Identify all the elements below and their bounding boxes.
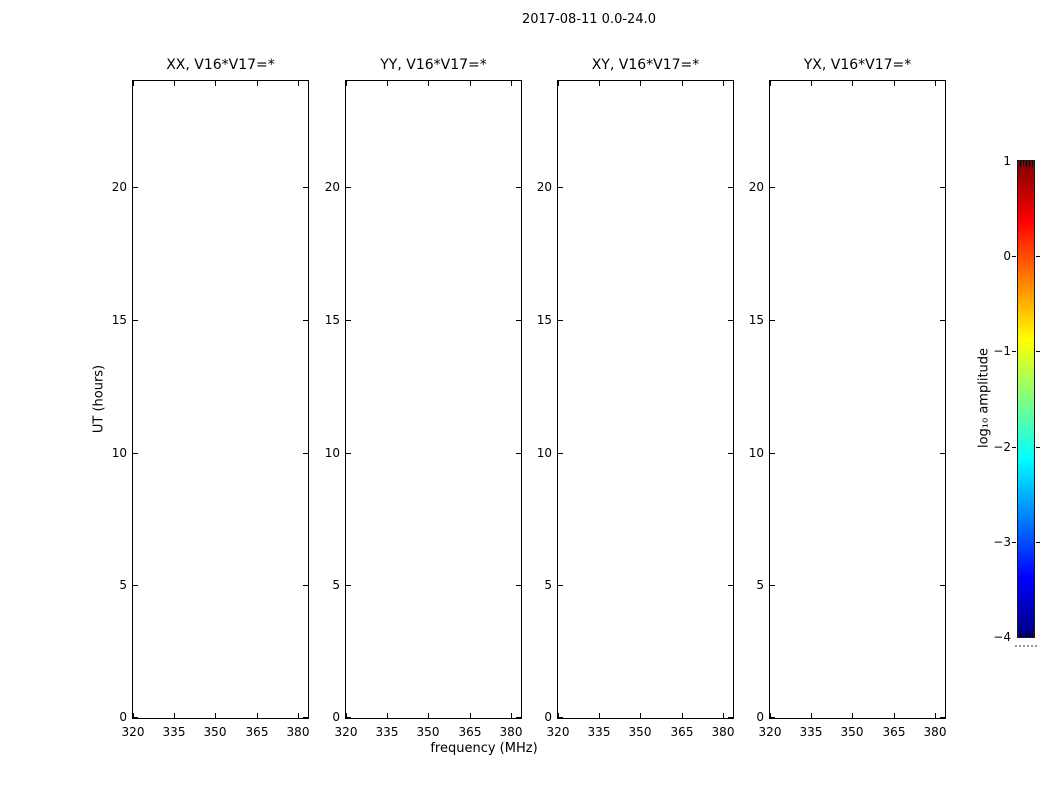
x-tick-mark-bottom [640,713,641,718]
y-tick-mark-left [133,585,138,586]
y-tick-label: 20 [748,180,764,194]
colorbar-tick-mark-right [1036,542,1040,543]
x-tick-label: 335 [587,725,611,739]
x-tick-mark-top [852,81,853,86]
colorbar-bottom-dots [1015,645,1037,647]
colorbar-tick-mark-left [1012,351,1016,352]
y-tick-label: 10 [324,446,340,460]
y-tick-mark-right [940,453,945,454]
x-tick-mark-bottom [174,713,175,718]
subplot-yy-title: YY, V16*V17=* [380,57,487,73]
x-tick-label: 365 [458,725,482,739]
y-tick-mark-left [558,717,563,718]
y-tick-label: 0 [756,710,764,724]
colorbar-top-comb-mark [1023,161,1024,167]
y-tick-mark-left [346,585,351,586]
x-tick-mark-bottom [723,713,724,718]
colorbar-tick-mark-left [1012,447,1016,448]
y-tick-label: 0 [119,710,127,724]
colorbar-bottom-comb-mark [1026,631,1027,637]
subplot-xy-title: XY, V16*V17=* [591,57,700,73]
y-tick-mark-left [558,453,563,454]
x-tick-label: 335 [375,725,399,739]
subplot-yx [748,57,947,739]
y-tick-label: 20 [324,180,340,194]
x-tick-mark-bottom [215,713,216,718]
x-tick-mark-top [428,81,429,86]
subplot-xy [536,57,735,739]
x-tick-mark-top [470,81,471,86]
y-tick-mark-right [940,585,945,586]
x-tick-label: 380 [499,725,523,739]
subplot-yy [324,57,523,739]
colorbar-top-comb-mark [1026,161,1027,167]
colorbar-tick-mark-left [1012,542,1016,543]
x-tick-mark-bottom [428,713,429,718]
x-tick-mark-top [935,81,936,86]
y-tick-mark-right [940,717,945,718]
y-tick-mark-left [133,320,138,321]
colorbar-tick-label: −4 [993,630,1011,644]
subplot-xx [111,57,310,739]
x-tick-mark-bottom [682,713,683,718]
y-axis-label: UT (hours) [91,364,107,434]
colorbar-tick-mark-right [1036,351,1040,352]
x-tick-mark-top [640,81,641,86]
x-tick-mark-bottom [894,713,895,718]
y-tick-mark-left [558,320,563,321]
x-tick-mark-top [215,81,216,86]
x-tick-mark-top [894,81,895,86]
y-tick-label: 0 [544,710,552,724]
y-tick-label: 0 [332,710,340,724]
x-tick-mark-bottom [257,713,258,718]
y-tick-label: 15 [111,313,127,327]
subplot-yx-title: YX, V16*V17=* [803,57,912,73]
x-tick-mark-top [133,81,134,86]
x-tick-label: 350 [840,725,864,739]
subplot-xx-title: XX, V16*V17=* [166,57,275,73]
y-tick-mark-left [133,453,138,454]
colorbar-gradient [1017,160,1035,638]
x-tick-label: 380 [923,725,947,739]
subplot-xy-plot-area [536,81,735,739]
colorbar-top-comb-mark [1020,161,1021,167]
y-tick-label: 15 [748,313,764,327]
y-tick-label: 15 [324,313,340,327]
x-tick-label: 320 [546,725,570,739]
x-tick-mark-top [346,81,347,86]
x-tick-mark-bottom [511,713,512,718]
x-tick-mark-top [599,81,600,86]
colorbar-bottom-comb-mark [1023,631,1024,637]
y-tick-mark-left [346,717,351,718]
colorbar-label: log₁₀ amplitude [976,347,992,449]
x-tick-mark-top [682,81,683,86]
x-tick-mark-top [174,81,175,86]
y-tick-mark-right [940,320,945,321]
x-tick-label: 365 [670,725,694,739]
x-tick-mark-bottom [852,713,853,718]
x-tick-mark-bottom [298,713,299,718]
colorbar [993,154,1035,644]
y-tick-mark-left [133,187,138,188]
y-tick-mark-left [346,453,351,454]
x-tick-mark-top [811,81,812,86]
y-tick-label: 10 [536,446,552,460]
colorbar-tick-label: −2 [993,440,1011,454]
x-tick-mark-bottom [811,713,812,718]
y-tick-label: 20 [111,180,127,194]
x-tick-mark-top [257,81,258,86]
x-tick-mark-top [511,81,512,86]
colorbar-tick-mark-right [1036,256,1040,257]
x-tick-label: 335 [799,725,823,739]
y-tick-label: 5 [119,578,127,592]
colorbar-top-comb-mark [1029,161,1030,167]
colorbar-bottom-comb-mark [1029,631,1030,637]
colorbar-top-comb-mark [1032,161,1033,167]
x-tick-label: 380 [286,725,310,739]
x-tick-label: 320 [121,725,145,739]
x-tick-mark-bottom [387,713,388,718]
y-tick-mark-left [346,320,351,321]
x-tick-label: 335 [162,725,186,739]
x-tick-label: 320 [334,725,358,739]
x-tick-label: 365 [882,725,906,739]
y-tick-mark-left [558,585,563,586]
y-tick-mark-left [346,187,351,188]
y-tick-label: 5 [756,578,764,592]
x-tick-mark-top [298,81,299,86]
colorbar-tick-label: 1 [1003,154,1011,168]
colorbar-bottom-comb-mark [1032,631,1033,637]
colorbar-bottom-comb-mark [1020,631,1021,637]
y-tick-mark-left [770,717,775,718]
x-tick-label: 350 [203,725,227,739]
y-tick-mark-left [770,453,775,454]
colorbar-tick-label: 0 [1003,249,1011,263]
x-axis-label: frequency (MHz) [430,741,538,756]
y-tick-label: 5 [544,578,552,592]
x-tick-mark-top [723,81,724,86]
colorbar-tick-label: −1 [993,344,1011,358]
x-tick-mark-top [558,81,559,86]
x-tick-label: 350 [628,725,652,739]
subplot-xx-plot-area [111,81,310,739]
x-tick-mark-bottom [470,713,471,718]
y-tick-label: 10 [111,446,127,460]
y-tick-label: 5 [332,578,340,592]
y-tick-mark-right [940,187,945,188]
colorbar-tick-mark-left [1012,256,1016,257]
x-tick-mark-top [770,81,771,86]
x-tick-label: 365 [245,725,269,739]
x-tick-label: 380 [711,725,735,739]
subplot-yx-plot-area [748,81,947,739]
y-tick-mark-left [770,187,775,188]
x-tick-mark-bottom [935,713,936,718]
colorbar-tick-mark-right [1036,447,1040,448]
y-tick-label: 15 [536,313,552,327]
x-tick-mark-top [387,81,388,86]
subplot-yy-plot-area [324,81,523,739]
colorbar-tick-label: −3 [993,535,1011,549]
y-tick-mark-left [770,585,775,586]
x-tick-label: 320 [758,725,782,739]
figure-title: 2017-08-11 0.0-24.0 [522,12,656,27]
y-tick-mark-left [770,320,775,321]
y-tick-mark-left [558,187,563,188]
y-tick-mark-left [133,717,138,718]
y-tick-label: 10 [748,446,764,460]
y-tick-label: 20 [536,180,552,194]
x-tick-label: 350 [416,725,440,739]
x-tick-mark-bottom [599,713,600,718]
